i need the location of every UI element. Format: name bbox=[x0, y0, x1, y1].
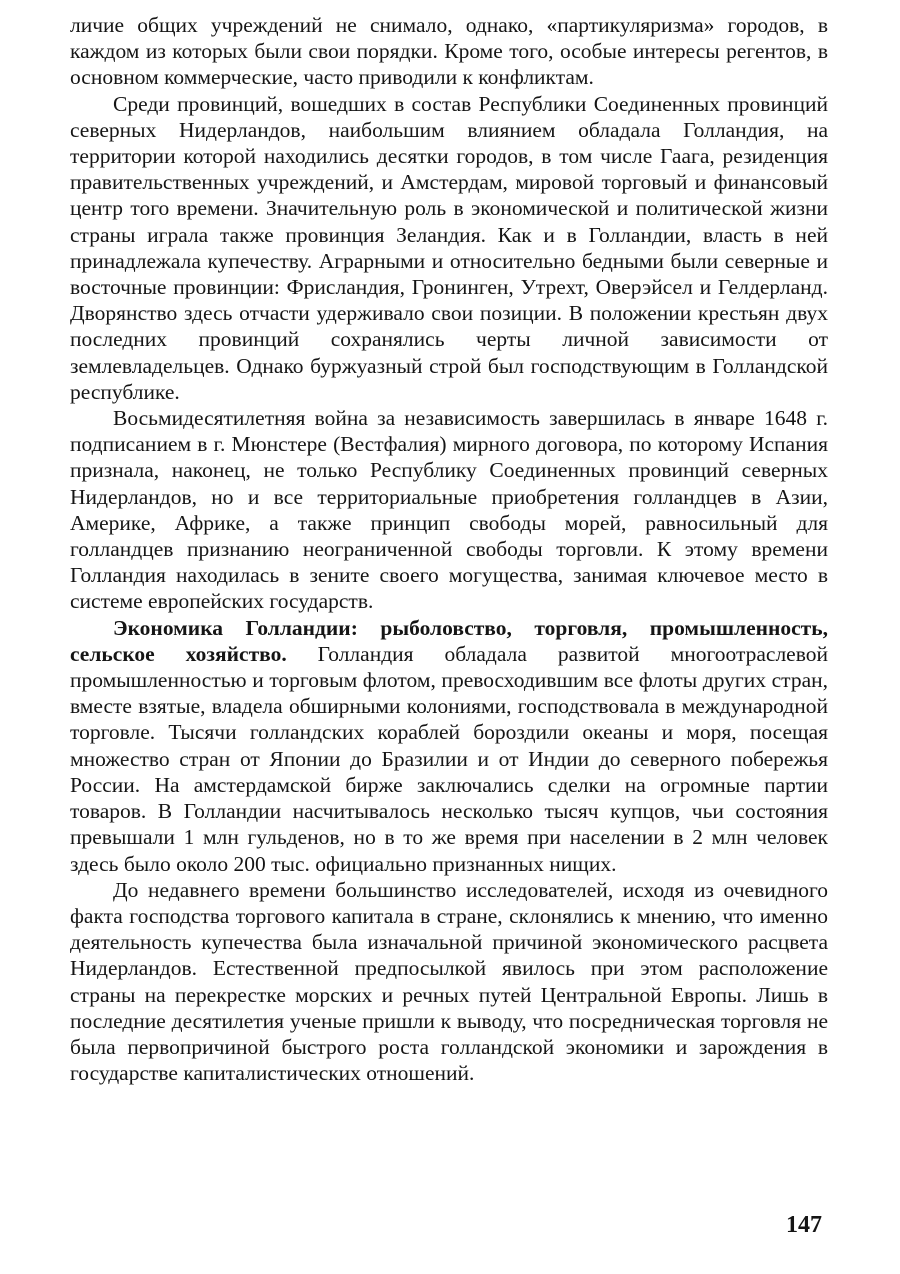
paragraph-1-text: личие общих учреждений не снимало, однако, «партикуляризма» городов, в каждом из которых были свои порядки. Кроме того, особые интересы регентов, в основном коммерческие, часто приводили к конфликтам. bbox=[70, 13, 828, 90]
paragraph-5 bbox=[70, 877, 828, 1087]
page-number: 147 bbox=[786, 1212, 822, 1238]
section-heading: Экономика Голландии: рыболовство, торговля, промышленность, сельское хозяйство. bbox=[70, 615, 828, 666]
paragraph-3-text: Восьмидесятилетняя война за независимость завершилась в январе 1648 г. подписанием в г. Мюнстере (Вестфалия) мирного договора, по которому Испания признала, наконец, не только Республику Соединенных провинций северных Нидерландов, но и все территориальные приобретения голландцев в Азии, Америке, Африке, а также принцип свободы морей, равносильный для голландцев признанию неограниченной свободы торговли. К этому времени Голландия находилась в зените своего могущества, занимая ключевое место в системе европейских государств. bbox=[70, 406, 828, 614]
page-body bbox=[70, 12, 828, 1086]
paragraph-5-text: До недавнего времени большинство исследователей, исходя из очевидного факта господства торгового капитала в стране, склонялись к мнению, что именно деятельность купечества была изначальной причиной экономического расцвета Нидерландов. Естественной предпосылкой явилось при этом расположение страны на перекрестке морских и речных путей Центральной Европы. Лишь в последние десятилетия ученые пришли к выводу, что посредническая торговля не была первопричиной быстрого роста голландской экономики и зарождения в государстве капиталистических отношений. bbox=[70, 877, 828, 1086]
paragraph-1 bbox=[70, 12, 828, 91]
paragraph-4-text: Голландия обладала развитой многоотраслевой промышленностью и торговым флотом, превосходившим все флоты других стран, вместе взятые, владела обширными колониями, господствовала в международной торговле. Тысячи голландских кораблей бороздили океаны и моря, посещая множество стран от Японии до Бразилии и от Индии до северного побережья России. На амстердамской бирже заключались сделки на огромные партии товаров. В Голландии насчитывалось несколько тысяч купцов, чьи состояния превышали 1 млн гульденов, но в то же время при населении в 2 млн человек здесь было около 200 тыс. официально признанных нищих. bbox=[70, 641, 828, 876]
paragraph-2 bbox=[70, 91, 828, 405]
paragraph-2-text: Среди провинций, вошедших в состав Республики Соединенных провинций северных Нидерландов, наибольшим влиянием обладала Голландия, на территории которой находились десятки городов, в том числе Гаага, резиденция правительственных учреждений, и Амстердам, мировой торговый и финансовый центр того времени. Значительную роль в экономической и политической жизни страны играла также провинция Зеландия. Как и в Голландии, власть в ней принадлежала купечеству. Аграрными и относительно бедными были северные и восточные провинции: Фрисландия, Гронинген, Утрехт, Оверэйсел и Гелдерланд. Дворянство здесь отчасти удерживало свои позиции. В положении крестьян двух последних провинций сохранялись черты личной зависимости от землевладельцев. Однако буржуазный строй был господствующим в Голландской республике. bbox=[70, 91, 828, 404]
paragraph-4 bbox=[70, 615, 828, 877]
paragraph-3 bbox=[70, 405, 828, 615]
